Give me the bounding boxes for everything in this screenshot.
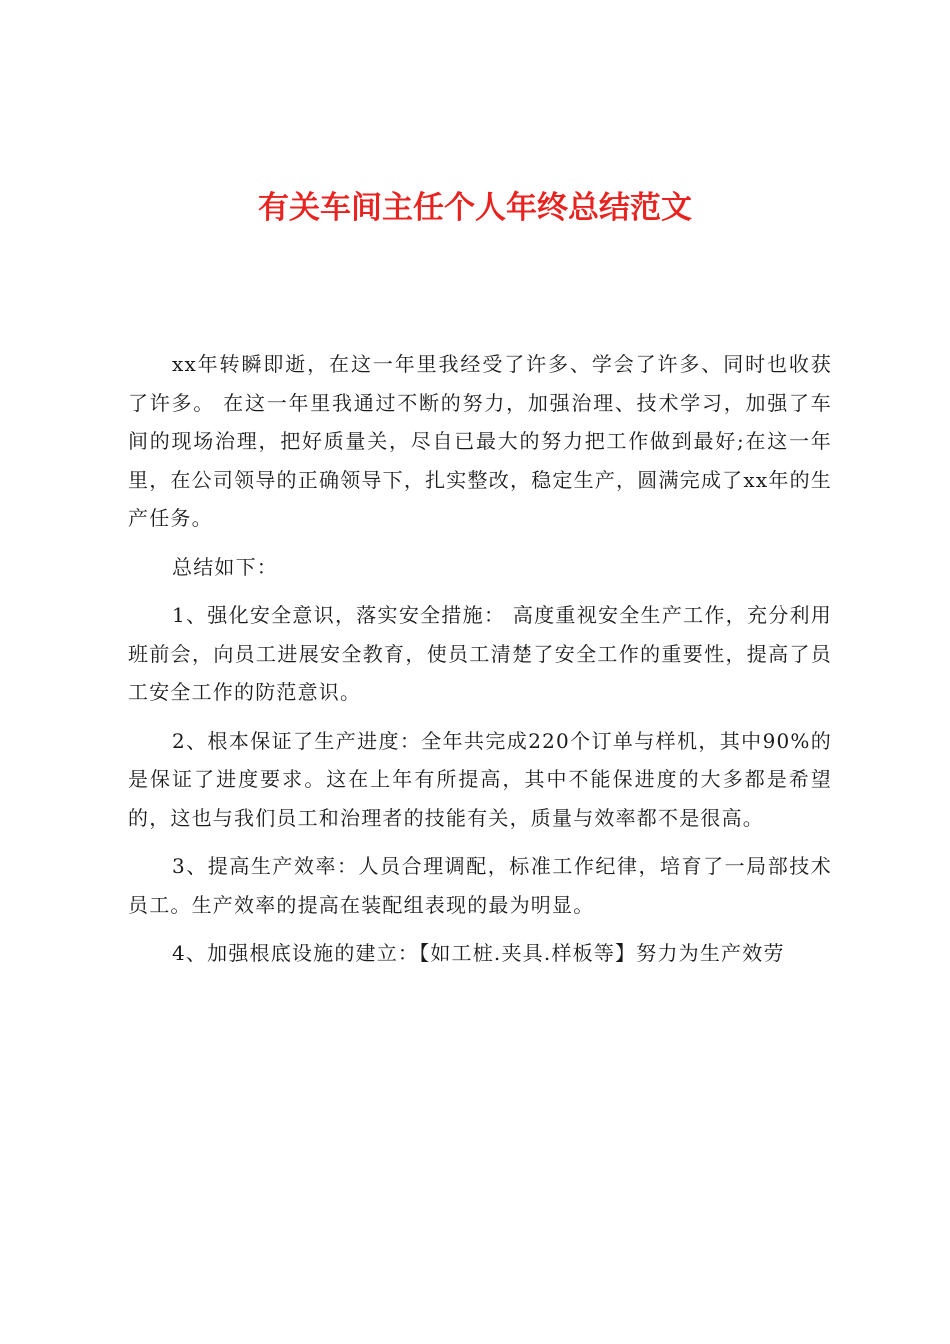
document-body [128,345,832,983]
paragraph-item-1: 1、强化安全意识，落实安全措施： 高度重视安全生产工作，充分利用班前会，向员工进展安全教育，使员工清楚了安全工作的重要性，提高了员工安全工作的防范意识。 [128,603,832,704]
paragraph-intro: xx年转瞬即逝，在这一年里我经受了许多、学会了许多、同时也收获了许多。 在这一年里我通过不断的努力，加强治理、技术学习，加强了车间的现场治理，把好质量关，尽自已最大的努力把工作做到最好;在这一年里，在公司领导的正确领导下，扎实整改，稳定生产，圆满完成了xx年的生产任务。 [128,352,832,530]
paragraph-item-3: 3、提高生产效率：人员合理调配，标准工作纪律，培育了一局部技术员工。生产效率的提高在装配组表现的最为明显。 [128,854,832,917]
paragraph-item-4: 4、加强根底设施的建立：【如工桩.夹具.样板等】努力为生产效劳 [172,941,785,965]
paragraph-summary-heading: 总结如下： [172,554,278,579]
document-title: 有关车间主任个人年终总结范文 [258,190,692,226]
paragraph-item-2: 2、根本保证了生产进度：全年共完成220个订单与样机，其中90%的是保证了进度要求。这在上年有所提高，其中不能保进度的大多都是希望的，这也与我们员工和治理者的技能有关，质量与效率都不是很高。 [128,728,832,830]
